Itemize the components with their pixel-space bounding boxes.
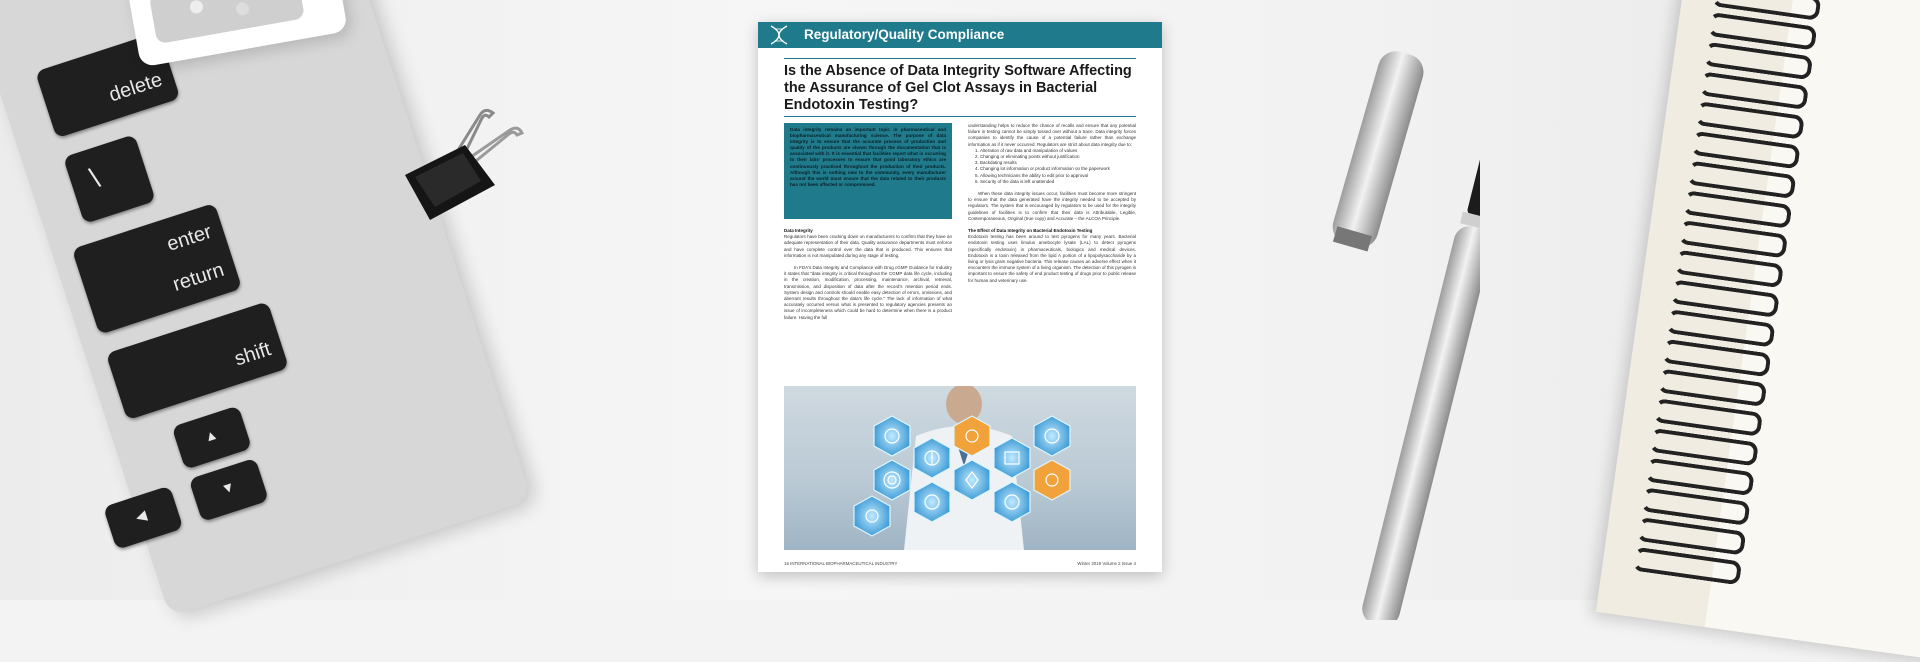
delete-key-label: delete	[106, 68, 165, 107]
paragraph: When these data integrity issues occur, facilities must become more stringent to ensure that the data generated have the integrity needed to be accepted by regulators. The system that is encouraged by regulators to be used for the integrity guidelines of facilities is to confirm that their data is Attributable, Legible, Contemporaneous, Original (true copy) and Accurate – the ALCOA Principle.	[968, 191, 1136, 221]
pebbles	[149, 0, 305, 44]
pen-icon	[1320, 30, 1480, 620]
list-item: 4. Changing lot information or product information on the paperwork	[980, 166, 1136, 172]
section-banner	[758, 22, 1162, 48]
concern-list	[968, 148, 1136, 185]
return-key	[72, 203, 242, 335]
section-heading: The Effect of Data Integrity on Bacterial Endotoxin Testing	[968, 228, 1093, 234]
backslash-key: \	[63, 134, 156, 224]
list-item: 5. Allowing technicians the ability to edit prior to approval	[980, 173, 1136, 179]
paragraph: understanding helps to reduce the chance of recalls and ensure that any potential failure in testing cannot be simply tossed over without a trace. Data integrity forces companies to identify the cause of a potential failure rather than exchange information as if it never occurred. Regulators are strict about data integrity due to:	[968, 123, 1136, 147]
dna-icon	[768, 25, 790, 45]
section-heading: Data Integrity	[784, 228, 813, 233]
intro-box	[784, 123, 952, 219]
list-item: 1. Alteration of raw data and manipulation of values	[980, 148, 1136, 154]
section-banner-label: Regulatory/Quality Compliance	[804, 27, 1005, 42]
magazine-page	[758, 22, 1162, 572]
arrow-left-key: ◀	[103, 485, 183, 549]
left-column	[784, 228, 952, 321]
return-key-label: return	[170, 258, 227, 296]
list-item: 2. Changing or eliminating points without justification	[980, 154, 1136, 160]
list-item: 3. Backdating results	[980, 160, 1136, 166]
title-rule-bottom	[784, 116, 1136, 117]
right-column	[968, 123, 1136, 284]
footer-issue: Winter 2019 Volume 2 Issue 4	[1077, 561, 1136, 566]
footer-publication: 16 INTERNATIONAL BIOPHARMACEUTICAL INDUSTRY	[784, 561, 898, 566]
paragraph: Regulators have been cracking down on manufacturers to confirm that they have an adequate representation of their data. Quality assurance departments must enforce and have complete control over the data that is produced. This ensures that information is not manipulated during any stage of testing.	[784, 234, 952, 258]
intro-text: Data integrity remains an important topic in pharmaceutical and biopharmaceutical manufacturing science. The purpose of data integrity is to ensure that the accurate process of production and quality of the products are shown through the documentation that is associated with it. It is essential that facilities report what is occurring to their labs' processes to ensure that good laboratory ethics are continuously practiced throughout the production of their products. Although this is nothing new to the community, every manufacturer around the world must ensure that the data related to their products has not been affected or compromised.	[790, 127, 946, 187]
spiral-notebook	[1596, 0, 1920, 662]
enter-key-label: enter	[164, 220, 215, 256]
arrow-up-key: ▲	[172, 405, 252, 469]
article-title: Is the Absence of Data Integrity Software Affecting the Assurance of Gel Clot Assays in Bacterial Endotoxin Testing?	[784, 63, 1132, 113]
binder-clip-icon	[385, 105, 545, 225]
list-item: 6. Security of the data is left unattended	[980, 179, 1136, 185]
shift-key-label: shift	[231, 338, 274, 371]
scientist-photo	[784, 386, 1136, 550]
paragraph: In FDA's Data Integrity and Compliance with Drug cGMP Guidance for Industry it states that "data integrity is critical throughout the CGMP data life cycle, including in the creation, modification, processing, maintenance, archival, retrieval, transmission, and disposition of data after the record's retention period ends. System design and controls should enable easy detection of errors, omissions, and aberrant results throughout the data's life cycle." The lack of information of what accurately occurred versus what is presented to regulatory agencies presents an issue of incompleteness which could be hard to determine when there is a product failure. Having the full	[784, 265, 952, 320]
hexagon-icons-illustration	[784, 386, 1136, 550]
laptop-keyboard	[0, 0, 532, 617]
paragraph: Endotoxin testing has been around to test pyrogens for many years. Bacterial endotoxin testing uses limulus amebocyte lysate (LAL) to detect pyrogens (specifically endotoxin) in pharmaceuticals, biologics and medical devices. Endotoxin is a toxin released from the lipid A portion of a lipopolysaccharide by a living or lysis gram negative bacteria. This release causes an adverse effect when it encounters the immune system of a living organism. The detection of this pyrogen is important to ensure the safety of end product testing of drugs prior to public release for human and veterinary use.	[968, 234, 1136, 283]
arrow-down-key: ▼	[189, 458, 269, 522]
title-rule-top	[784, 58, 1136, 59]
